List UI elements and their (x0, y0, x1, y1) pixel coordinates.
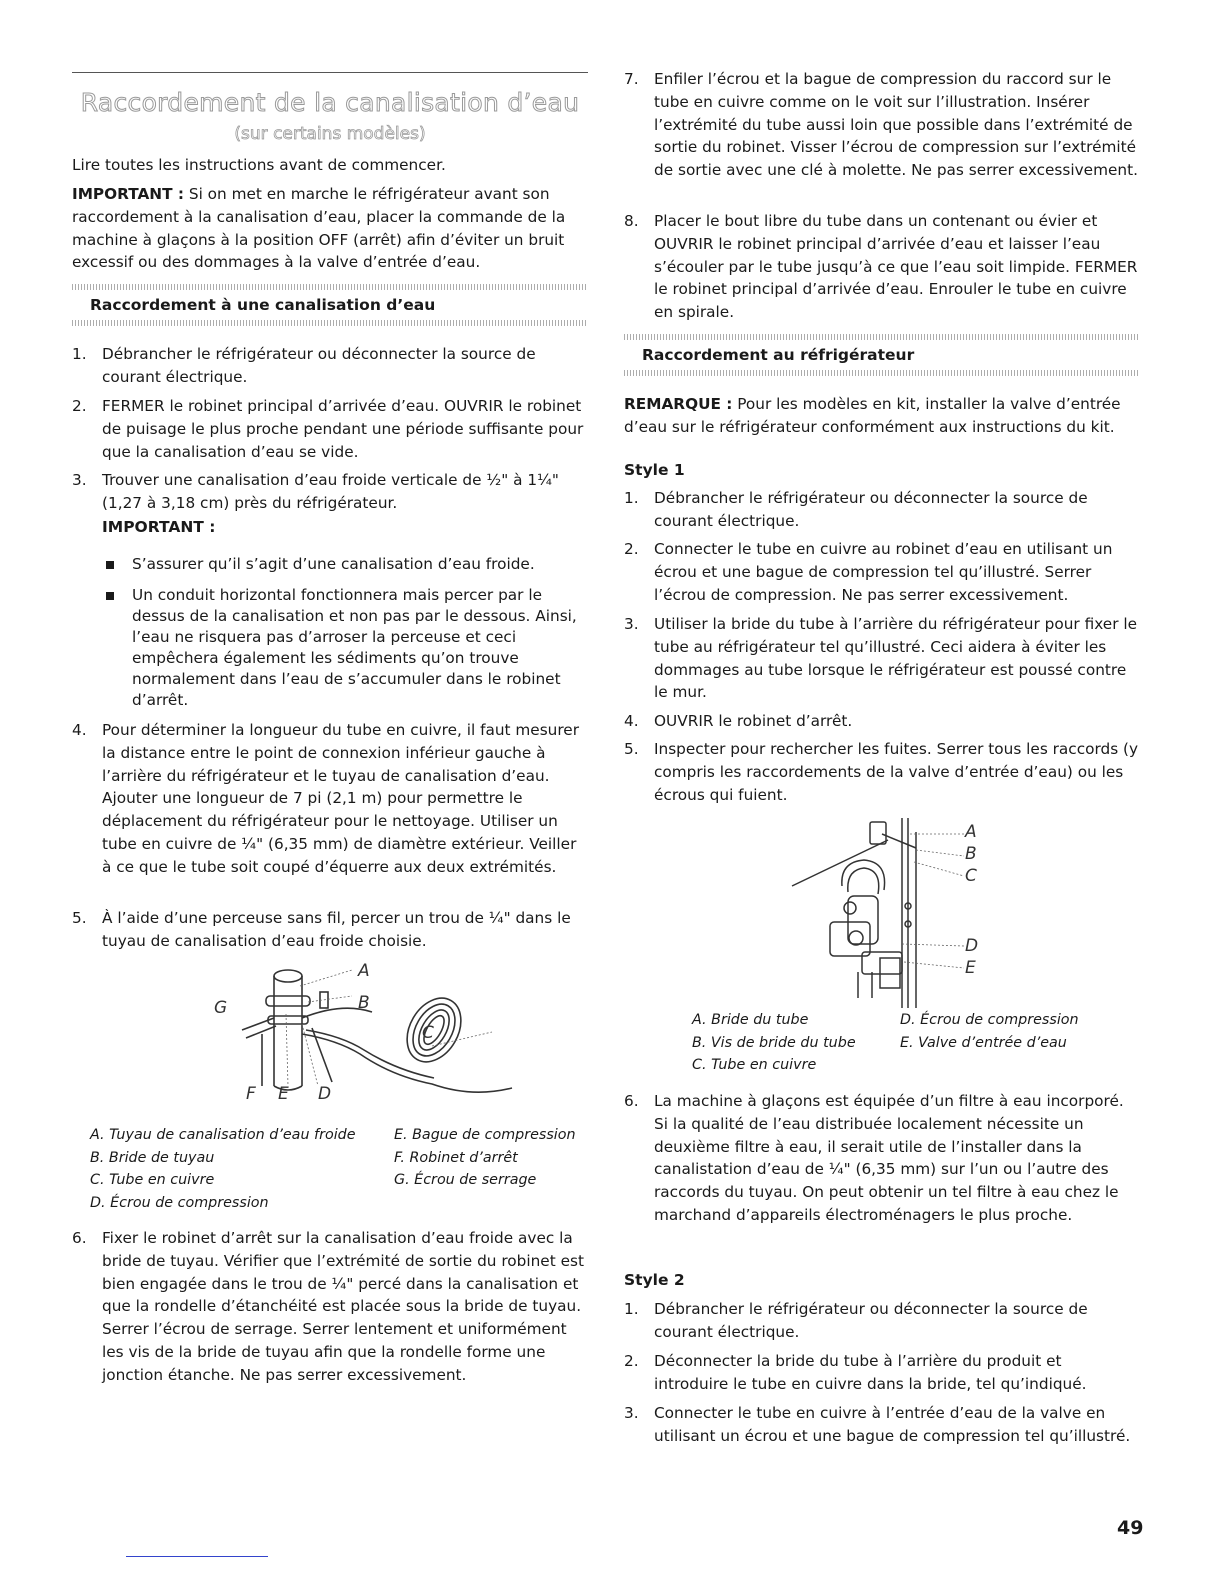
step-text: Débrancher le réfrigérateur ou déconnecter la source de courant électrique. (102, 345, 536, 386)
style1-heading: Style 1 (624, 461, 685, 479)
step-text: Enfiler l’écrou et la bague de compression du raccord sur le tube en cuivre comme on le voit sur l’illustration. Insérer l’extrémité du tube aussi loin que possible dans l’extrémité de sortie du robinet. Visser l’écrou de compression sur l’extrémité de sortie avec une clé à molette. Ne pas serrer excessivement. (654, 70, 1138, 180)
step-number: 1. (72, 345, 87, 363)
bullet-square-icon (106, 561, 114, 569)
figure-caption-left (692, 1009, 856, 1077)
caption-item: B. Vis de bride du tube (692, 1034, 856, 1051)
step-text: Connecter le tube en cuivre au robinet d’eau en utilisant un écrou et une bague de compression tel qu’illustré. Serrer l’écrou de compression. Ne pas serrer excessivement. (654, 540, 1113, 604)
step-number: 5. (624, 740, 639, 758)
intro-important-text: Si on met en marche le réfrigérateur avant son raccordement à la canalisation d’eau, placer la commande de la machine à glaçons à la position OFF (arrêt) afin d’éviter un bruit excessif ou des dommages à la valve d’entrée d’eau. (72, 185, 566, 272)
figure-caption-right (900, 1009, 1079, 1054)
step-number: 6. (624, 1092, 639, 1110)
figure-label-b: B (358, 993, 370, 1013)
step-text: Utiliser la bride du tube à l’arrière du réfrigérateur pour fixer le tube au réfrigérateur tel qu’illustré. Ceci aidera à éviter les dommages au tube lorsque le réfrigérateur est poussé contre le mur. (654, 615, 1138, 702)
bullet-text: S’assurer qu’il s’agit d’une canalisation d’eau froide. (132, 555, 535, 573)
step-number: 2. (624, 540, 639, 558)
page-subtitle: (sur certains modèles) (234, 124, 426, 144)
step-text: FERMER le robinet principal d’arrivée d’eau. OUVRIR le robinet de puisage le plus proche pendant une période suffisante pour que la canalisation d’eau se vide. (102, 397, 584, 461)
hatch-divider (624, 334, 1140, 340)
figure-label-f: F (246, 1084, 256, 1104)
section-heading-water-line (72, 284, 588, 326)
figure-label-g: G (214, 998, 228, 1018)
step-text: À l’aide d’une perceuse sans fil, percer un trou de ¼" dans le tuyau de canalisation d’eau froide choisie. (102, 909, 571, 950)
hatch-divider (72, 284, 588, 290)
figure-label-d: D (965, 936, 979, 956)
figure-label-c: C (965, 866, 977, 886)
figure-label-e: E (965, 958, 976, 978)
caption-item: A. Bride du tube (692, 1012, 809, 1028)
figure-label-c: C (422, 1023, 434, 1043)
bullet-text: Un conduit horizontal fonctionnera mais percer par le dessus de la canalisation et non pas par le dessous. Ainsi, l’eau ne risquera pas d’arroser la perceuse et ceci empêchera également les sédiments qu’on trouve normalement dans l’eau de s’accumuler dans le robinet d’arrêt. (132, 586, 577, 709)
step-text: La machine à glaçons est équipée d’un filtre à eau incorporé. Si la qualité de l’eau distribuée localement nécessite un deuxième filtre à eau, il serait utile de l’installer dans la canalistation d’eau de ¼" (6,35 mm) sur l’un ou l’autre des raccords du tuyau. On peut obtenir un tel filtre à eau chez le marchand d’appareils électroménagers le plus proche. (654, 1092, 1124, 1224)
step-text: Placer le bout libre du tube dans un contenant ou évier et OUVRIR le robinet principal d’arrivée d’eau et laisser l’eau s’écouler par le tube jusqu’à ce que l’eau soit limpide. FERMER le robinet principal d’arrivée d’eau. Enrouler le tube en cuivre en spirale. (654, 212, 1138, 322)
step-text: Fixer le robinet d’arrêt sur la canalisation d’eau froide avec la bride de tuyau. Vérifier que l’extrémité de sortie du robinet est bien engagée dans le trou de ¼" percé dans la canalisation et que la rondelle d’étanchéité est placée sous la bride de tuyau. Serrer l’écrou de serrage. Serrer lentement et uniformément les vis de la bride de tuyau afin que la rondelle forme une jonction étanche. Ne pas serrer excessivement. (102, 1229, 584, 1384)
step-text: Déconnecter la bride du tube à l’arrière du produit et introduire le tube en cuivre dans la bride, tel qu’indiqué. (654, 1352, 1087, 1393)
caption-item: F. Robinet d’arrêt (394, 1149, 518, 1166)
step-text: Connecter le tube en cuivre à l’entrée d’eau de la valve en utilisant un écrou et une bague de compression tel qu’illustré. (654, 1404, 1131, 1445)
step-number: 7. (624, 70, 639, 88)
section-title: Raccordement à une canalisation d’eau (90, 296, 436, 314)
caption-item: A. Tuyau de canalisation d’eau froide (90, 1127, 356, 1143)
step-number: 2. (72, 397, 87, 415)
caption-item: E. Bague de compression (394, 1127, 576, 1143)
step-text: Débrancher le réfrigérateur ou déconnecter la source de courant électrique. (654, 489, 1088, 530)
page-title: Raccordement de la canalisation d’eau (80, 88, 580, 117)
figure-caption-right (394, 1124, 576, 1192)
caption-item: E. Valve d’entrée d’eau (900, 1034, 1067, 1051)
footer-rule (126, 1556, 268, 1557)
step-text: Trouver une canalisation d’eau froide verticale de ½" à 1¼" (1,27 à 3,18 cm) près du réfrigérateur. (102, 471, 559, 512)
intro-important-label: IMPORTANT : (72, 185, 184, 203)
step-number: 6. (72, 1229, 87, 1247)
caption-item: B. Bride de tuyau (90, 1149, 215, 1166)
step-text: Inspecter pour rechercher les fuites. Serrer tous les raccords (y compris les raccordements de la valve d’entrée d’eau) ou les écrous qui fuient. (654, 740, 1139, 804)
step-number: 4. (72, 721, 87, 739)
section-title: Raccordement au réfrigérateur (642, 346, 915, 364)
step-text: OUVRIR le robinet d’arrêt. (654, 712, 853, 730)
water-valve-illustration (784, 812, 984, 1008)
intro-read-all: Lire toutes les instructions avant de commencer. (72, 156, 446, 174)
intro-important (72, 183, 588, 274)
caption-item: C. Tube en cuivre (90, 1172, 215, 1188)
step-number: 3. (624, 1404, 639, 1422)
page-number: 49 (1117, 1517, 1144, 1539)
step-number: 5. (72, 909, 87, 927)
bullet-square-icon (106, 592, 114, 600)
note-label: REMARQUE : (624, 395, 733, 413)
step-number: 4. (624, 712, 639, 730)
important-label: IMPORTANT : (102, 518, 216, 536)
figure-caption-left (90, 1124, 356, 1214)
step-number: 1. (624, 1300, 639, 1318)
step-text: Débrancher le réfrigérateur ou déconnecter la source de courant électrique. (654, 1300, 1088, 1341)
step-text: Pour déterminer la longueur du tube en cuivre, il faut mesurer la distance entre le point de connexion inférieur gauche à l’arrière du réfrigérateur et le tuyau de canalisation d’eau. Ajouter une longueur de 7 pi (2,1 m) pour permettre le déplacement du réfrigérateur pour le nettoyage. Utiliser un tube en cuivre de ¼" (6,35 mm) de diamètre extérieur. Veiller à ce que le tube soit coupé d’équerre aux deux extrémités. (102, 721, 580, 876)
hatch-divider (72, 320, 588, 326)
figure-label-a: A (965, 822, 977, 842)
step-number: 3. (72, 471, 87, 489)
caption-item: C. Tube en cuivre (692, 1057, 817, 1073)
caption-item: D. Écrou de compression (90, 1194, 269, 1211)
figure-label-a: A (358, 961, 370, 981)
step-number: 2. (624, 1352, 639, 1370)
figure-label-e: E (278, 1084, 289, 1104)
section-heading-refrigerator (624, 334, 1140, 376)
figure-label-d: D (318, 1084, 332, 1104)
hatch-divider (624, 370, 1140, 376)
figure-label-b: B (965, 844, 977, 864)
step-number: 1. (624, 489, 639, 507)
step-number: 3. (624, 615, 639, 633)
caption-item: G. Écrou de serrage (394, 1172, 537, 1188)
style2-heading: Style 2 (624, 1271, 685, 1289)
step-number: 8. (624, 212, 639, 230)
note-paragraph (624, 393, 1140, 439)
note-text: Pour les modèles en kit, installer la valve d’entrée d’eau sur le réfrigérateur conformément aux instructions du kit. (624, 395, 1121, 436)
caption-item: D. Écrou de compression (900, 1012, 1079, 1028)
header-rule (72, 72, 588, 73)
